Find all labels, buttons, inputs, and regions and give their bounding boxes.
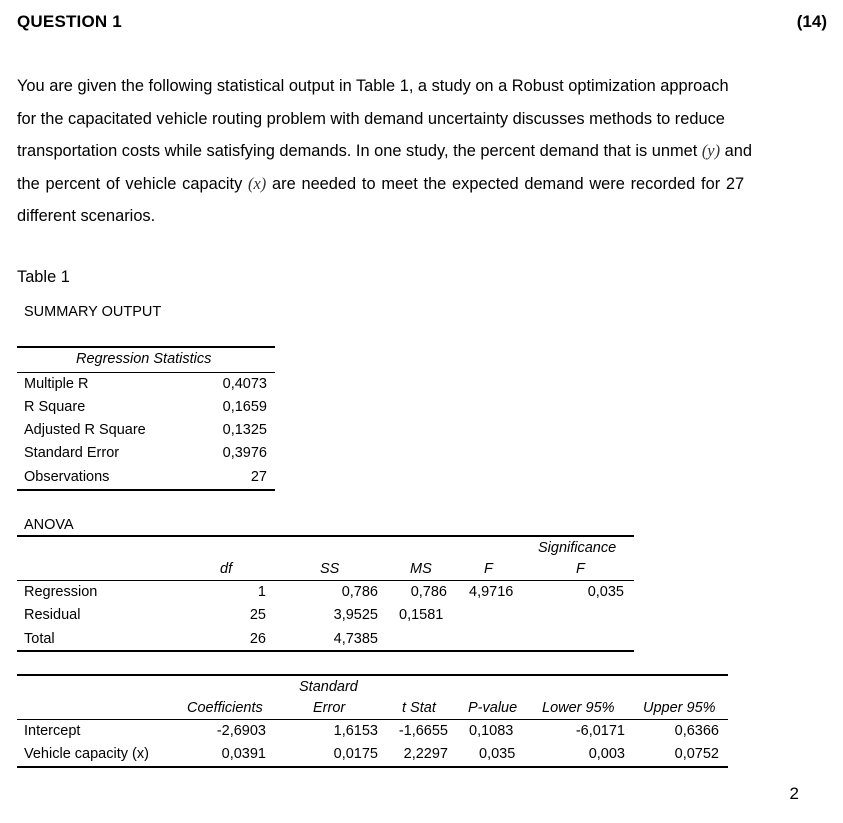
coef-row-label: Intercept [24, 723, 81, 739]
question-line: You are given the following statistical output in Table 1, a study on a Robust optimization approach [17, 77, 729, 95]
table-label: Table 1 [17, 268, 70, 286]
coef-upper: 0,0752 [674, 746, 719, 762]
table-rule [17, 650, 634, 652]
table-rule [17, 674, 728, 676]
coef-p: 0,035 [479, 746, 516, 762]
stat-value: 0,1325 [222, 422, 267, 438]
summary-output-title: SUMMARY OUTPUT [24, 304, 162, 320]
coef-p: 0,1083 [469, 723, 514, 739]
anova-df: 25 [249, 607, 266, 623]
anova-header-df: df [220, 561, 233, 577]
table-rule [17, 719, 728, 720]
anova-header-ms: MS [410, 561, 432, 577]
stat-value: 27 [250, 469, 267, 485]
anova-df: 26 [249, 631, 266, 647]
anova-df: 1 [257, 584, 266, 600]
coef-se: 0,0175 [333, 746, 378, 762]
coef-t: 2,2297 [403, 746, 448, 762]
coef-se: 1,6153 [333, 723, 378, 739]
anova-ss: 3,9525 [333, 607, 378, 623]
stat-label: Standard Error [24, 445, 120, 461]
anova-header-f: F [484, 561, 493, 577]
coef-header-t: t Stat [402, 700, 436, 716]
stat-label: Observations [24, 469, 110, 485]
table-rule [17, 346, 275, 348]
table-rule [17, 766, 728, 768]
regression-statistics-table [17, 346, 275, 491]
page-number: 2 [789, 784, 799, 803]
question-line-text: the percent of vehicle capacity [17, 174, 249, 193]
question-line [17, 135, 832, 168]
regression-statistics-title: Regression Statistics [76, 351, 212, 367]
anova-title: ANOVA [24, 517, 74, 533]
stat-value: 0,4073 [222, 376, 267, 392]
question-line: different scenarios. [17, 207, 156, 225]
variable-x: (x) [248, 173, 267, 193]
coef-t: -1,6655 [398, 723, 448, 739]
anova-header-sig: F [576, 561, 585, 577]
coef-value: -2,6903 [216, 723, 266, 739]
anova-row-label: Residual [24, 607, 81, 623]
stat-label: R Square [24, 399, 86, 415]
coef-header-lower: Lower 95% [542, 700, 615, 716]
anova-header-sig: Significance [538, 540, 617, 556]
anova-ms: 0,786 [410, 584, 447, 600]
coefficients-table [17, 674, 728, 768]
table-rule [17, 372, 275, 373]
question-heading: QUESTION 1 [17, 12, 122, 31]
question-line-text: are needed to meet the expected demand were recorded for 27 [266, 174, 745, 193]
coef-lower: 0,003 [588, 746, 625, 762]
anova-f: 4,9716 [469, 584, 514, 600]
question-marks: (14) [796, 12, 827, 31]
anova-row-label: Regression [24, 584, 98, 600]
coef-header-se: Standard [299, 679, 358, 695]
question-line [17, 168, 832, 201]
coef-row-label [24, 746, 149, 762]
variable-y: (y) [701, 141, 721, 160]
coef-row-label-text: Vehicle capacity (x) [24, 746, 149, 762]
coef-upper: 0,6366 [674, 723, 719, 739]
anova-sig: 0,035 [587, 584, 624, 600]
question-line-text: and [720, 142, 752, 160]
coef-header-se: Error [313, 700, 346, 716]
coef-header-upper: Upper 95% [643, 700, 716, 716]
anova-table [17, 535, 634, 652]
anova-row-label: Total [24, 631, 55, 647]
stat-value: 0,1659 [222, 399, 267, 415]
anova-ss: 4,7385 [333, 631, 378, 647]
coef-header-coef: Coefficients [187, 700, 263, 716]
stat-label: Multiple R [24, 376, 89, 392]
anova-header-ss: SS [320, 561, 340, 577]
question-paragraph [17, 70, 832, 233]
coef-lower: -6,0171 [575, 723, 625, 739]
table-rule [17, 580, 634, 581]
table-rule [17, 535, 634, 537]
anova-ms: 0,1581 [399, 607, 444, 623]
anova-ss: 0,786 [341, 584, 378, 600]
coef-value: 0,0391 [221, 746, 266, 762]
stat-label: Adjusted R Square [24, 422, 146, 438]
question-line: for the capacitated vehicle routing problem with demand uncertainty discusses methods to reduce [17, 109, 725, 128]
table-rule [17, 489, 275, 491]
stat-value: 0,3976 [222, 445, 267, 461]
coef-header-p: P-value [468, 700, 518, 716]
question-line-text: transportation costs while satisfying demands. In one study, the percent demand that is unmet [17, 142, 702, 160]
